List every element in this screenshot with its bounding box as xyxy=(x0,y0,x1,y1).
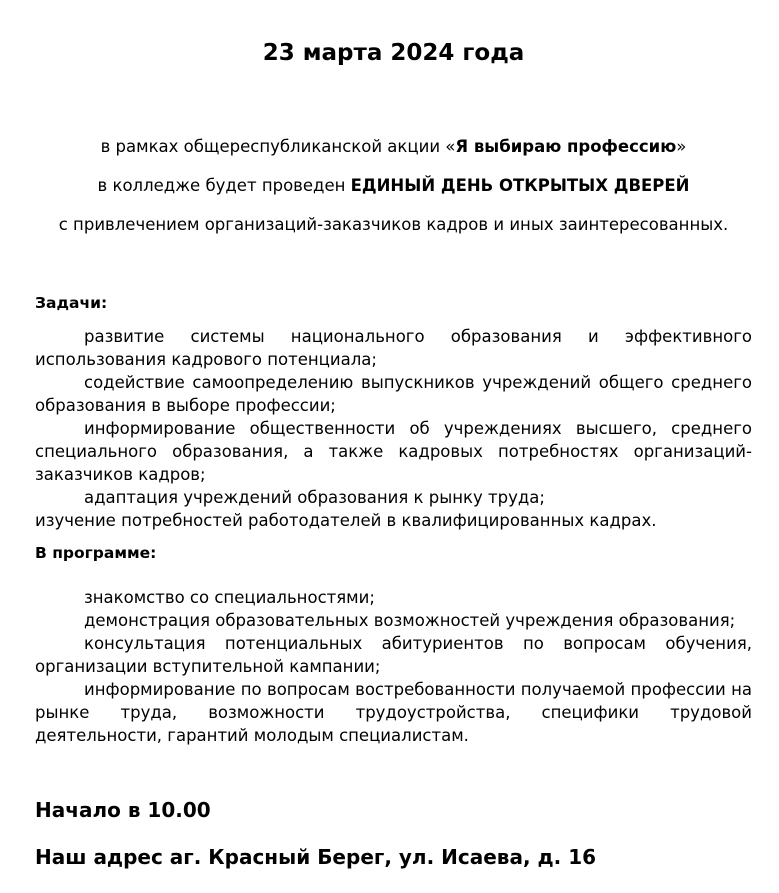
address: Наш адрес аг. Красный Берег, ул. Исаева, д. 16 xyxy=(35,845,597,869)
intro-line-event xyxy=(35,175,752,197)
task-item: содействие самоопределению выпускников учреждений общего среднего образования в выборе профессии; xyxy=(35,373,752,415)
task-item: развитие системы национального образования и эффективного использования кадрового потенциала; xyxy=(35,327,752,369)
intro-line2-prefix: в колледже будет проведен xyxy=(97,176,351,195)
task-item: информирование общественности об учреждениях высшего, среднего специального образования, а также кадровых потребностях организаций-заказчиков кадров; xyxy=(35,419,752,484)
task-item: изучение потребностей работодателей в квалифицированных кадрах. xyxy=(35,511,657,530)
program-section xyxy=(35,542,752,747)
intro-line-participants: с привлечением организаций-заказчиков кадров и иных заинтересованных. xyxy=(58,215,729,234)
program-item: демонстрация образовательных возможностей учреждения образования; xyxy=(84,611,736,630)
intro-line1-prefix: в рамках общереспубликанской акции « xyxy=(100,137,456,156)
program-item: консультация потенциальных абитуриентов по вопросам обучения, организации вступительной кампании; xyxy=(35,634,752,676)
tasks-title: Задачи: xyxy=(35,294,108,312)
event-name: ЕДИНЫЙ ДЕНЬ ОТКРЫТЫХ ДВЕРЕЙ xyxy=(350,176,690,195)
intro-line1-suffix: » xyxy=(676,137,687,156)
tasks-section xyxy=(35,292,752,532)
intro-line-campaign xyxy=(35,136,752,158)
program-item: знакомство со специальностями; xyxy=(84,588,375,607)
date-heading: 23 марта 2024 года xyxy=(262,40,525,66)
program-title: В программе: xyxy=(35,544,157,562)
start-time: Начало в 10.00 xyxy=(35,798,211,822)
campaign-name: Я выбираю профессию xyxy=(455,137,677,156)
program-item: информирование по вопросам востребованности получаемой профессии на рынке труда, возможности трудоустройства, специфики трудовой деятельности, гарантий молодым специалистам. xyxy=(35,680,752,745)
task-item: адаптация учреждений образования к рынку труда; xyxy=(84,488,545,507)
